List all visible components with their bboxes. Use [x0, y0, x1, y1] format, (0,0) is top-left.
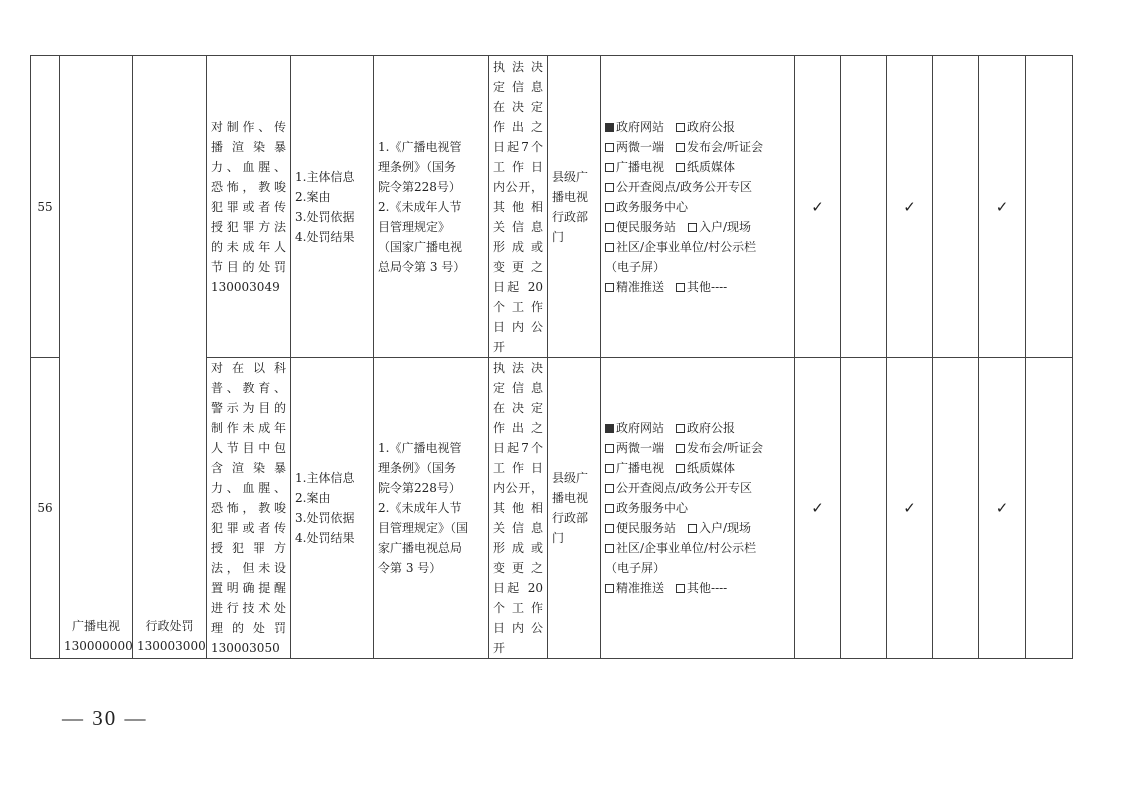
- channel-label: 广播电视: [616, 159, 665, 174]
- text-line: 其他相: [493, 199, 543, 214]
- text-line: 日起7个: [493, 441, 543, 455]
- timeline-cell: [489, 56, 548, 358]
- channel-label: 社区/企事业单位/村公示栏: [616, 239, 757, 254]
- channel-line: [605, 498, 790, 518]
- checked-box-icon: [605, 123, 614, 132]
- unchecked-box-icon: [605, 283, 614, 292]
- text-line: 3.处罚依据: [295, 511, 355, 525]
- subcategory-name: 行政处罚: [145, 619, 194, 633]
- text-line: 关信息: [493, 521, 543, 535]
- text-line: 力、血腥、: [211, 481, 286, 495]
- text-line: 的未成年人: [211, 239, 286, 254]
- text-line: 日起7个: [493, 139, 543, 154]
- timeline-cell: [489, 358, 548, 659]
- text-line: 行政部: [552, 511, 589, 525]
- channels-cell: [601, 358, 795, 659]
- channel-line: [605, 538, 790, 558]
- text-line: 3.处罚依据: [295, 209, 355, 224]
- unchecked-box-icon: [605, 464, 614, 473]
- row-number: 56: [31, 358, 60, 659]
- text-line: 作出之: [493, 421, 543, 435]
- text-line: 县级广: [552, 471, 589, 485]
- channel-label: 入户/现场: [699, 219, 752, 234]
- tick-mark: ✓: [979, 56, 1026, 358]
- channel-label: （电子屏）: [605, 259, 666, 274]
- unchecked-box-icon: [676, 424, 685, 433]
- text-line: 日起 20: [493, 581, 543, 595]
- channel-label: 纸质媒体: [687, 461, 736, 475]
- unchecked-box-icon: [676, 584, 685, 593]
- text-line: 普、教育、: [211, 381, 286, 395]
- unchecked-box-icon: [676, 283, 685, 292]
- text-line: 作出之: [493, 119, 543, 134]
- text-line: 授犯罪方: [211, 541, 286, 555]
- channel-label: 入户/现场: [699, 521, 752, 535]
- unchecked-box-icon: [605, 243, 614, 252]
- channel-label: 发布会/听证会: [687, 441, 764, 455]
- text-line: 个工作: [493, 601, 543, 615]
- text-line: 播电视: [552, 189, 589, 204]
- text-line: 执法决: [493, 361, 543, 375]
- basis-cell: [374, 358, 489, 659]
- unchecked-box-icon: [605, 544, 614, 553]
- unchecked-box-icon: [605, 524, 614, 533]
- unchecked-box-icon: [688, 223, 697, 232]
- tick-mark: [1026, 358, 1073, 659]
- tick-mark: ✓: [795, 56, 841, 358]
- channel-label: 政务服务中心: [616, 501, 689, 515]
- text-line: 理条例》（国务: [378, 159, 457, 174]
- unchecked-box-icon: [605, 584, 614, 593]
- text-line: 1.主体信息: [295, 471, 355, 485]
- text-line: 在决定: [493, 401, 543, 415]
- text-line: 130003049: [211, 279, 280, 294]
- channel-line: [605, 177, 790, 197]
- channels-cell: [601, 56, 795, 358]
- text-line: （国家广播电视: [378, 239, 463, 254]
- unchecked-box-icon: [676, 464, 685, 473]
- channel-label: 发布会/听证会: [687, 139, 764, 154]
- text-line: 执法决: [493, 59, 543, 74]
- channel-label: 政府公报: [687, 421, 736, 435]
- channel-label: 其他----: [687, 279, 728, 294]
- unchecked-box-icon: [605, 223, 614, 232]
- text-line: 县级广: [552, 169, 589, 184]
- tick-mark: [1026, 56, 1073, 358]
- channel-label: （电子屏）: [605, 561, 666, 575]
- text-line: 2.《未成年人节: [378, 199, 462, 214]
- department-cell: [548, 358, 601, 659]
- text-line: 门: [552, 229, 565, 244]
- tick-mark: ✓: [887, 358, 933, 659]
- channel-label: 便民服务站: [616, 219, 677, 234]
- channel-label: 两微一端: [616, 441, 665, 455]
- text-line: 130003050: [211, 641, 280, 655]
- text-line: 定信息: [493, 79, 543, 94]
- text-line: 理的处罚: [211, 621, 286, 635]
- text-line: 家广播电视总局: [378, 541, 463, 555]
- text-line: 4.处罚结果: [295, 531, 355, 545]
- text-line: 力、血腥、: [211, 159, 286, 174]
- text-line: 犯罪或者传: [211, 199, 286, 214]
- channel-label: 政府网站: [616, 119, 665, 134]
- channel-label: 公开查阅点/政务公开专区: [616, 179, 753, 194]
- text-line: 开: [493, 339, 506, 354]
- channel-line: [605, 117, 790, 137]
- text-line: 对制作、传: [211, 119, 286, 134]
- content-cell: [291, 56, 374, 358]
- text-line: 含渲染暴: [211, 461, 286, 475]
- unchecked-box-icon: [605, 203, 614, 212]
- category-code: 130000000: [64, 639, 133, 653]
- text-line: 日内公: [493, 319, 543, 334]
- text-line: 个工作: [493, 299, 543, 314]
- category-name: 广播电视: [71, 619, 120, 633]
- row-number: 55: [31, 56, 60, 358]
- unchecked-box-icon: [605, 484, 614, 493]
- text-line: 工作日: [493, 159, 543, 174]
- unchecked-box-icon: [688, 524, 697, 533]
- table-row: [31, 56, 1073, 358]
- channel-line: [605, 217, 790, 237]
- text-line: 4.处罚结果: [295, 229, 355, 244]
- text-line: 犯罪或者传: [211, 521, 286, 535]
- text-line: 对在以科: [211, 361, 286, 375]
- text-line: 形成或: [493, 239, 543, 254]
- unchecked-box-icon: [605, 504, 614, 513]
- text-line: 法，但未设: [211, 561, 286, 575]
- text-line: 恐怖，教唆: [211, 179, 286, 194]
- unchecked-box-icon: [605, 444, 614, 453]
- channel-label: 公开查阅点/政务公开专区: [616, 481, 753, 495]
- disclosure-table: [30, 55, 1073, 659]
- tick-mark: [841, 56, 887, 358]
- unchecked-box-icon: [676, 143, 685, 152]
- channel-line: [605, 458, 790, 478]
- text-line: 2.《未成年人节: [378, 501, 462, 515]
- channel-label: 两微一端: [616, 139, 665, 154]
- text-line: 令第 3 号）: [378, 561, 442, 575]
- text-line: 日起 20: [493, 279, 543, 294]
- channel-label: 便民服务站: [616, 521, 677, 535]
- text-line: 内公开，: [493, 481, 543, 495]
- unchecked-box-icon: [605, 143, 614, 152]
- text-line: 1.《广播电视管: [378, 139, 462, 154]
- tick-mark: ✓: [887, 56, 933, 358]
- text-line: 日内公: [493, 621, 543, 635]
- text-line: 恐怖，教唆: [211, 501, 286, 515]
- channel-line: [605, 137, 790, 157]
- channel-label: 其他----: [687, 581, 728, 595]
- subcategory-cell: [133, 56, 207, 659]
- text-line: 1.《广播电视管: [378, 441, 462, 455]
- text-line: 目管理规定》: [378, 219, 451, 234]
- tick-mark: ✓: [795, 358, 841, 659]
- unchecked-box-icon: [676, 163, 685, 172]
- text-line: 形成或: [493, 541, 543, 555]
- channel-label: 政务服务中心: [616, 199, 689, 214]
- text-line: 授犯罪方法: [211, 219, 286, 234]
- text-line: 工作日: [493, 461, 543, 475]
- channel-label: 精准推送: [616, 279, 665, 294]
- text-line: 1.主体信息: [295, 169, 355, 184]
- unchecked-box-icon: [676, 444, 685, 453]
- content-cell: [291, 358, 374, 659]
- text-line: 变更之: [493, 561, 543, 575]
- channel-line: [605, 277, 790, 297]
- unchecked-box-icon: [605, 163, 614, 172]
- text-line: 目管理规定》（国: [378, 521, 469, 535]
- text-line: 开: [493, 641, 506, 655]
- channel-line: [605, 237, 790, 257]
- text-line: 在决定: [493, 99, 543, 114]
- text-line: 置明确提醒: [211, 581, 286, 595]
- channel-line: [605, 157, 790, 177]
- text-line: 节目的处罚: [211, 259, 286, 274]
- unchecked-box-icon: [605, 183, 614, 192]
- text-line: 制作未成年: [211, 421, 286, 435]
- item-name-cell: [207, 56, 291, 358]
- text-line: 院令第228号）: [378, 481, 461, 495]
- text-line: 总局令第 3 号）: [378, 259, 466, 274]
- text-line: 人节目中包: [211, 441, 286, 455]
- channel-line: [605, 197, 790, 217]
- text-line: 内公开，: [493, 179, 543, 194]
- text-line: 播渲染暴: [211, 139, 286, 154]
- channel-label: 精准推送: [616, 581, 665, 595]
- text-line: 院令第228号）: [378, 179, 461, 194]
- channel-label: 纸质媒体: [687, 159, 736, 174]
- tick-mark: [841, 358, 887, 659]
- channel-line: [605, 418, 790, 438]
- text-line: 变更之: [493, 259, 543, 274]
- channel-line: [605, 478, 790, 498]
- page-number: — 30 —: [62, 706, 148, 730]
- basis-cell: [374, 56, 489, 358]
- channel-label: 社区/企事业单位/村公示栏: [616, 541, 757, 555]
- checked-box-icon: [605, 424, 614, 433]
- item-name-cell: [207, 358, 291, 659]
- channel-label: 政府公报: [687, 119, 736, 134]
- channel-line: [605, 558, 790, 578]
- text-line: 播电视: [552, 491, 589, 505]
- category-cell: [60, 56, 133, 659]
- text-line: 门: [552, 531, 565, 545]
- text-line: 警示为目的: [211, 401, 286, 415]
- text-line: 行政部: [552, 209, 589, 224]
- channel-line: [605, 578, 790, 598]
- text-line: 关信息: [493, 219, 543, 234]
- channel-line: [605, 438, 790, 458]
- channel-line: [605, 257, 790, 277]
- text-line: 理条例》（国务: [378, 461, 457, 475]
- channel-label: 政府网站: [616, 421, 665, 435]
- department-cell: [548, 56, 601, 358]
- tick-mark: [933, 358, 979, 659]
- unchecked-box-icon: [676, 123, 685, 132]
- text-line: 其他相: [493, 501, 543, 515]
- text-line: 2.案由: [295, 491, 331, 505]
- channel-line: [605, 518, 790, 538]
- subcategory-code: 130003000: [137, 639, 206, 653]
- text-line: 进行技术处: [211, 601, 286, 615]
- tick-mark: [933, 56, 979, 358]
- channel-label: 广播电视: [616, 461, 665, 475]
- tick-mark: ✓: [979, 358, 1026, 659]
- text-line: 2.案由: [295, 189, 331, 204]
- text-line: 定信息: [493, 381, 543, 395]
